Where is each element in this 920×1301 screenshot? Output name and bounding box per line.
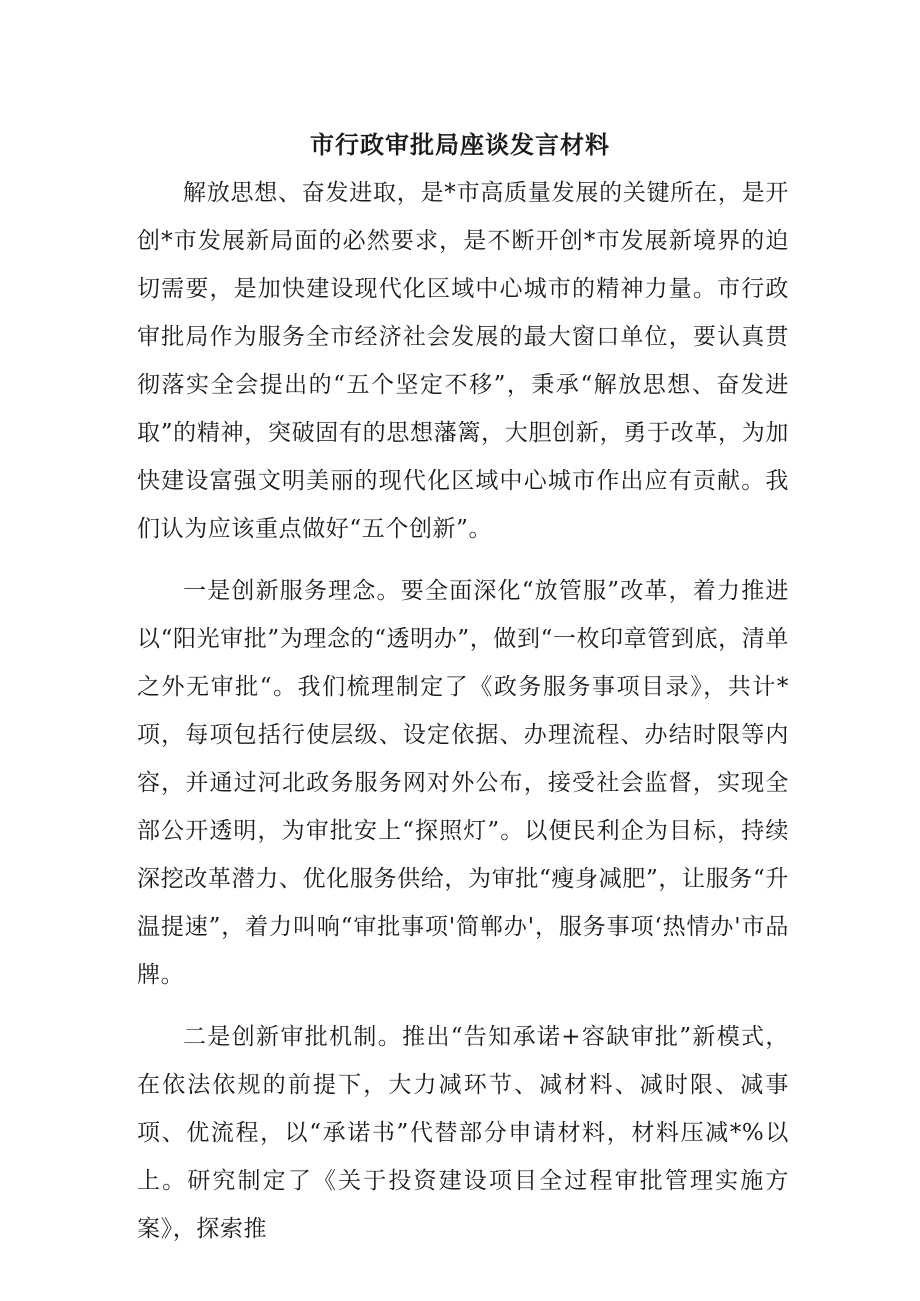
document-title: 市行政审批局座谈发言材料	[310, 131, 610, 159]
paragraph-approval-mechanism: 二是创新审批机制。推出“告知承诺+容缺审批”新模式，在依法依规的前提下，大力减环节、减材料、减时限、减事项、优流程，以“承诺书”代替部分申请材料，材料压减*%以上。研究制定了《关于投资建设项目全过程审批管理实施方案》，探索推	[137, 1024, 789, 1242]
paragraph-service-concept: 一是创新服务理念。要全面深化“放管服”改革，着力推进以“阳光审批”为理念的“透明办”，做到“一枚印章管到底，清单之外无审批“。我们梳理制定了《政务服务事项目录》，共计*项，每项包括行使层级、设定依据、办理流程、办结时限等内容，并通过河北政务服务网对外公布，接受社会监督，实现全部公开透明，为审批安上“探照灯”。以便民利企为目标，持续深挖改革潜力、优化服务供给，为审批“瘦身减肥”，让服务“升温提速”，着力叫响“审批事项'简郸办'，服务事项‘热情办'市品牌。	[137, 578, 789, 988]
paragraph-intro: 解放思想、奋发进取，是*市高质量发展的关键所在，是开创*市发展新局面的必然要求，是不断开创*市发展新境界的迫切需要，是加快建设现代化区域中心城市的精神力量。市行政审批局作为服务全市经济社会发展的最大窗口单位，要认真贯彻落实全会提出的“五个坚定不移”，秉承“解放思想、奋发进取”的精神，突破固有的思想藩篱，大胆创新，勇于改革，为加快建设富强文明美丽的现代化区域中心城市作出应有贡献。我们认为应该重点做好“五个创新”。	[137, 180, 789, 542]
document-body	[137, 169, 789, 1253]
